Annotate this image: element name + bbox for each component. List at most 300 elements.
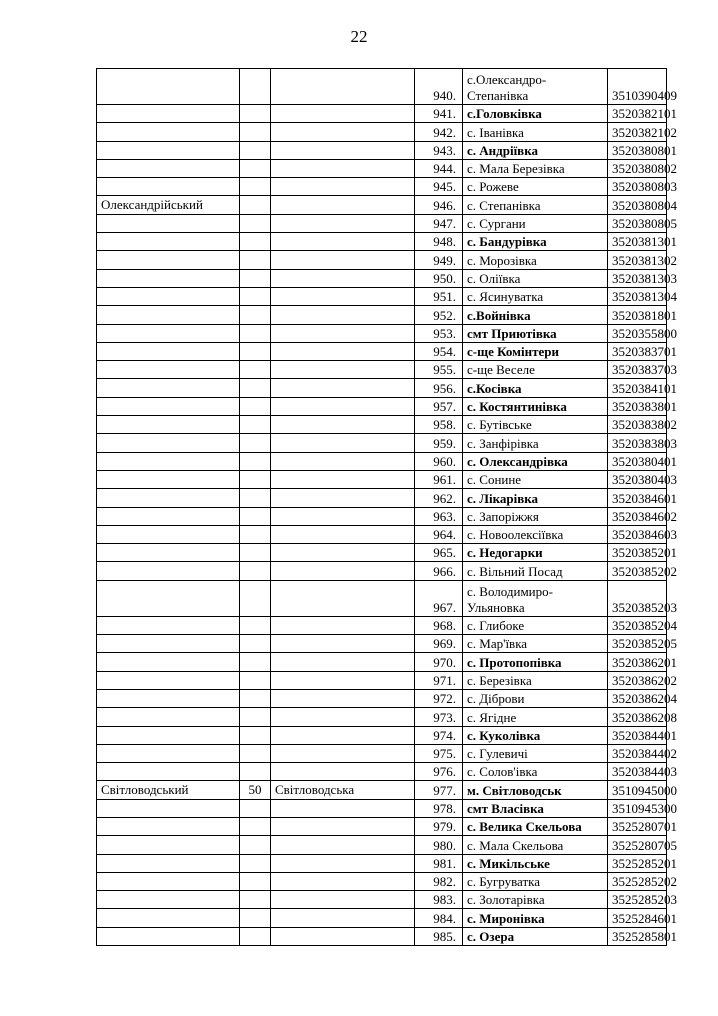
settlement-name-cell: с. Глибоке	[463, 616, 608, 634]
table-row	[97, 616, 667, 634]
koatuu-code-cell: 3520381801	[608, 306, 667, 324]
settlement-name-cell: с. Бандурівка	[463, 233, 608, 251]
koatuu-code-cell: 3520384101	[608, 379, 667, 397]
row-number-cell: 957.	[415, 397, 463, 415]
table-row	[97, 306, 667, 324]
table-row	[97, 635, 667, 653]
community-code-cell	[240, 927, 271, 945]
row-number-cell: 945.	[415, 178, 463, 196]
settlement-name-cell: с. Іванівка	[463, 123, 608, 141]
district-cell	[97, 141, 240, 159]
community-code-cell	[240, 379, 271, 397]
row-number-cell: 965.	[415, 544, 463, 562]
community-cell	[271, 233, 415, 251]
district-cell	[97, 452, 240, 470]
table-row	[97, 123, 667, 141]
community-cell	[271, 178, 415, 196]
row-number-cell: 952.	[415, 306, 463, 324]
row-number-cell: 980.	[415, 836, 463, 854]
row-number-cell: 942.	[415, 123, 463, 141]
table-row	[97, 416, 667, 434]
community-cell	[271, 891, 415, 909]
community-code-cell	[240, 159, 271, 177]
settlement-name-cell: с. Березівка	[463, 671, 608, 689]
row-number-cell: 953.	[415, 324, 463, 342]
district-cell	[97, 744, 240, 762]
district-cell	[97, 927, 240, 945]
settlement-name-cell: с. Вільний Посад	[463, 562, 608, 580]
community-cell: Світловодська	[271, 781, 415, 799]
row-number-cell: 968.	[415, 616, 463, 634]
settlement-name-cell: с. Куколівка	[463, 726, 608, 744]
koatuu-code-cell: 3520380804	[608, 196, 667, 214]
community-cell	[271, 269, 415, 287]
koatuu-code-cell: 3510945300	[608, 799, 667, 817]
settlements-table	[96, 68, 677, 946]
table-row	[97, 342, 667, 360]
settlement-name-cell: с. Діброви	[463, 689, 608, 707]
koatuu-code-cell: 3520384601	[608, 489, 667, 507]
row-number-cell: 984.	[415, 909, 463, 927]
row-number-cell: 972.	[415, 689, 463, 707]
koatuu-code-cell: 3520383701	[608, 342, 667, 360]
community-code-cell	[240, 909, 271, 927]
row-number-cell: 941.	[415, 105, 463, 123]
settlement-name-cell: с. Мала Скельова	[463, 836, 608, 854]
community-cell	[271, 854, 415, 872]
table-row	[97, 525, 667, 543]
community-code-cell	[240, 525, 271, 543]
district-cell	[97, 544, 240, 562]
community-cell	[271, 196, 415, 214]
district-cell	[97, 379, 240, 397]
district-cell	[97, 616, 240, 634]
community-cell	[271, 287, 415, 305]
community-cell	[271, 159, 415, 177]
district-cell	[97, 489, 240, 507]
community-cell	[271, 872, 415, 890]
koatuu-code-cell: 3520383703	[608, 361, 667, 379]
district-cell	[97, 251, 240, 269]
table-row	[97, 361, 667, 379]
community-code-cell	[240, 726, 271, 744]
koatuu-code-cell: 3525284601	[608, 909, 667, 927]
community-code-cell	[240, 105, 271, 123]
koatuu-code-cell: 3525285203	[608, 891, 667, 909]
table-row	[97, 397, 667, 415]
table-row	[97, 689, 667, 707]
settlement-name-cell: с. Сургани	[463, 214, 608, 232]
table-row	[97, 324, 667, 342]
koatuu-code-cell: 3525280701	[608, 817, 667, 835]
koatuu-code-cell: 3520385202	[608, 562, 667, 580]
row-number-cell: 969.	[415, 635, 463, 653]
community-cell	[271, 671, 415, 689]
row-number-cell: 974.	[415, 726, 463, 744]
district-cell	[97, 69, 240, 105]
row-number-cell: 946.	[415, 196, 463, 214]
row-number-cell: 973.	[415, 708, 463, 726]
community-code-cell	[240, 708, 271, 726]
district-cell	[97, 470, 240, 488]
table-row	[97, 544, 667, 562]
table-row	[97, 817, 667, 835]
row-number-cell: 971.	[415, 671, 463, 689]
settlement-name-cell: смт Власівка	[463, 799, 608, 817]
community-cell	[271, 525, 415, 543]
community-cell	[271, 653, 415, 671]
district-cell	[97, 434, 240, 452]
settlement-name-cell: с. Мала Березівка	[463, 159, 608, 177]
settlement-name-cell: с. Бутівське	[463, 416, 608, 434]
koatuu-code-cell: 3520381302	[608, 251, 667, 269]
koatuu-code-cell: 3525285201	[608, 854, 667, 872]
district-cell	[97, 580, 240, 616]
community-code-cell	[240, 744, 271, 762]
table-row	[97, 251, 667, 269]
table-row	[97, 434, 667, 452]
row-number-cell: 959.	[415, 434, 463, 452]
table-row	[97, 726, 667, 744]
district-cell	[97, 653, 240, 671]
row-number-cell: 948.	[415, 233, 463, 251]
settlement-name-cell: смт Приютівка	[463, 324, 608, 342]
community-code-cell	[240, 196, 271, 214]
community-cell	[271, 836, 415, 854]
koatuu-code-cell: 3520384403	[608, 763, 667, 781]
row-number-cell: 944.	[415, 159, 463, 177]
community-cell	[271, 251, 415, 269]
community-cell	[271, 306, 415, 324]
community-code-cell	[240, 361, 271, 379]
settlement-name-cell: с. Микільське	[463, 854, 608, 872]
settlement-name-cell: с-ще Веселе	[463, 361, 608, 379]
community-code-cell	[240, 178, 271, 196]
row-number-cell: 951.	[415, 287, 463, 305]
settlement-name-cell: с. Бугруватка	[463, 872, 608, 890]
koatuu-code-cell: 3520386202	[608, 671, 667, 689]
district-cell	[97, 854, 240, 872]
koatuu-code-cell: 3525285202	[608, 872, 667, 890]
koatuu-code-cell: 3510390409	[608, 69, 667, 105]
settlement-name-cell: с. Олександрівка	[463, 452, 608, 470]
koatuu-code-cell: 3520380802	[608, 159, 667, 177]
community-code-cell	[240, 434, 271, 452]
settlement-name-cell: с. Сонине	[463, 470, 608, 488]
community-code-cell	[240, 799, 271, 817]
row-number-cell: 985.	[415, 927, 463, 945]
district-cell	[97, 507, 240, 525]
community-code-cell	[240, 635, 271, 653]
settlement-name-cell: с. Протопопівка	[463, 653, 608, 671]
row-number-cell: 956.	[415, 379, 463, 397]
koatuu-code-cell: 3520382101	[608, 105, 667, 123]
koatuu-code-cell: 3520385203	[608, 580, 667, 616]
district-cell	[97, 123, 240, 141]
settlement-name-cell: с.Войнівка	[463, 306, 608, 324]
community-cell	[271, 744, 415, 762]
community-cell	[271, 361, 415, 379]
table-row	[97, 105, 667, 123]
community-code-cell	[240, 470, 271, 488]
koatuu-code-cell: 3510945000	[608, 781, 667, 799]
row-number-cell: 961.	[415, 470, 463, 488]
community-cell	[271, 69, 415, 105]
community-cell	[271, 909, 415, 927]
community-cell	[271, 105, 415, 123]
table-row	[97, 854, 667, 872]
row-number-cell: 954.	[415, 342, 463, 360]
table-row	[97, 653, 667, 671]
row-number-cell: 966.	[415, 562, 463, 580]
table-row	[97, 562, 667, 580]
community-code-cell	[240, 342, 271, 360]
table-row	[97, 489, 667, 507]
community-cell	[271, 397, 415, 415]
table-row	[97, 708, 667, 726]
settlement-name-cell: с. Солов'івка	[463, 763, 608, 781]
district-cell	[97, 214, 240, 232]
koatuu-code-cell: 3520380805	[608, 214, 667, 232]
community-code-cell	[240, 251, 271, 269]
community-code-cell	[240, 689, 271, 707]
settlement-name-cell: с. Рожеве	[463, 178, 608, 196]
table-row	[97, 909, 667, 927]
district-cell	[97, 799, 240, 817]
table-row	[97, 69, 667, 105]
community-code-cell	[240, 489, 271, 507]
table-row	[97, 159, 667, 177]
row-number-cell: 960.	[415, 452, 463, 470]
table-row	[97, 287, 667, 305]
koatuu-code-cell: 3520384401	[608, 726, 667, 744]
row-number-cell: 963.	[415, 507, 463, 525]
page-number: 22	[350, 27, 368, 46]
koatuu-code-cell: 3525280705	[608, 836, 667, 854]
row-number-cell: 955.	[415, 361, 463, 379]
district-cell	[97, 562, 240, 580]
community-code-cell	[240, 836, 271, 854]
row-number-cell: 978.	[415, 799, 463, 817]
table-row	[97, 891, 667, 909]
koatuu-code-cell: 3520384603	[608, 525, 667, 543]
community-cell	[271, 434, 415, 452]
district-cell	[97, 708, 240, 726]
table-row	[97, 269, 667, 287]
community-cell	[271, 544, 415, 562]
table-row	[97, 470, 667, 488]
community-code-cell	[240, 763, 271, 781]
community-code-cell	[240, 416, 271, 434]
row-number-cell: 970.	[415, 653, 463, 671]
community-cell	[271, 635, 415, 653]
district-cell	[97, 671, 240, 689]
community-code-cell	[240, 306, 271, 324]
community-cell	[271, 489, 415, 507]
district-cell	[97, 635, 240, 653]
settlement-name-cell: с. Ясинуватка	[463, 287, 608, 305]
district-cell	[97, 416, 240, 434]
koatuu-code-cell: 3520381301	[608, 233, 667, 251]
settlement-name-cell: с. Оліївка	[463, 269, 608, 287]
row-number-cell: 976.	[415, 763, 463, 781]
table-row	[97, 178, 667, 196]
district-cell	[97, 324, 240, 342]
koatuu-code-cell: 3520383803	[608, 434, 667, 452]
row-number-cell: 962.	[415, 489, 463, 507]
settlement-name-cell: с.Головківка	[463, 105, 608, 123]
community-cell	[271, 452, 415, 470]
settlement-name-cell: с. Миронівка	[463, 909, 608, 927]
row-number-cell: 958.	[415, 416, 463, 434]
table-row	[97, 927, 667, 945]
koatuu-code-cell: 3520380403	[608, 470, 667, 488]
row-number-cell: 977.	[415, 781, 463, 799]
row-number-cell: 943.	[415, 141, 463, 159]
row-number-cell: 975.	[415, 744, 463, 762]
community-code-cell	[240, 324, 271, 342]
settlement-name-cell: с. Золотарівка	[463, 891, 608, 909]
koatuu-code-cell: 3520385205	[608, 635, 667, 653]
district-cell	[97, 763, 240, 781]
table-row	[97, 214, 667, 232]
community-cell	[271, 689, 415, 707]
community-code-cell	[240, 817, 271, 835]
community-code-cell	[240, 872, 271, 890]
settlement-name-cell: с. Недогарки	[463, 544, 608, 562]
row-number-cell: 983.	[415, 891, 463, 909]
koatuu-code-cell: 3520380801	[608, 141, 667, 159]
table-row	[97, 141, 667, 159]
settlement-name-cell: с. Мар'ївка	[463, 635, 608, 653]
table-row	[97, 872, 667, 890]
table-row	[97, 744, 667, 762]
community-code-cell	[240, 397, 271, 415]
community-code-cell	[240, 69, 271, 105]
settlement-name-cell: с.Олександро-Степанівка	[463, 69, 608, 105]
table-row	[97, 799, 667, 817]
district-cell	[97, 269, 240, 287]
row-number-cell: 940.	[415, 69, 463, 105]
community-code-cell	[240, 653, 271, 671]
koatuu-code-cell: 3520380401	[608, 452, 667, 470]
row-number-cell: 964.	[415, 525, 463, 543]
koatuu-code-cell: 3520385204	[608, 616, 667, 634]
district-cell	[97, 178, 240, 196]
community-cell	[271, 324, 415, 342]
district-cell	[97, 361, 240, 379]
table-row	[97, 580, 667, 616]
district-cell	[97, 891, 240, 909]
district-cell	[97, 525, 240, 543]
settlement-name-cell: с. Андріївка	[463, 141, 608, 159]
community-code-cell	[240, 671, 271, 689]
district-cell	[97, 306, 240, 324]
community-code-cell	[240, 287, 271, 305]
community-cell	[271, 342, 415, 360]
community-code-cell	[240, 580, 271, 616]
koatuu-code-cell: 3520381304	[608, 287, 667, 305]
settlement-name-cell: с. Лікарівка	[463, 489, 608, 507]
community-code-cell	[240, 544, 271, 562]
table-row	[97, 452, 667, 470]
settlement-name-cell: с.Косівка	[463, 379, 608, 397]
settlement-name-cell: с. Запоріжжя	[463, 507, 608, 525]
district-cell	[97, 159, 240, 177]
koatuu-code-cell: 3520383802	[608, 416, 667, 434]
district-cell	[97, 836, 240, 854]
table-row	[97, 233, 667, 251]
community-cell	[271, 562, 415, 580]
settlement-name-cell: с. Ягідне	[463, 708, 608, 726]
district-cell	[97, 872, 240, 890]
community-code-cell	[240, 269, 271, 287]
koatuu-code-cell: 3520355800	[608, 324, 667, 342]
koatuu-code-cell: 3520382102	[608, 123, 667, 141]
community-cell	[271, 379, 415, 397]
koatuu-code-cell: 3520385201	[608, 544, 667, 562]
table-row	[97, 196, 667, 214]
community-code-cell	[240, 452, 271, 470]
table-body	[97, 69, 677, 946]
community-code-cell	[240, 854, 271, 872]
koatuu-code-cell: 3520386201	[608, 653, 667, 671]
community-cell	[271, 123, 415, 141]
settlement-name-cell: с. Велика Скельова	[463, 817, 608, 835]
community-cell	[271, 580, 415, 616]
community-code-cell	[240, 616, 271, 634]
community-cell	[271, 726, 415, 744]
row-number-cell: 979.	[415, 817, 463, 835]
community-cell	[271, 817, 415, 835]
koatuu-code-cell: 3525285801	[608, 927, 667, 945]
table-row	[97, 836, 667, 854]
community-cell	[271, 616, 415, 634]
koatuu-code-cell: 3520384402	[608, 744, 667, 762]
community-cell	[271, 799, 415, 817]
table-row	[97, 671, 667, 689]
district-cell	[97, 342, 240, 360]
community-cell	[271, 507, 415, 525]
district-cell	[97, 817, 240, 835]
district-cell	[97, 397, 240, 415]
community-code-cell	[240, 891, 271, 909]
community-code-cell: 50	[240, 781, 271, 799]
row-number-cell: 967.	[415, 580, 463, 616]
community-cell	[271, 141, 415, 159]
row-number-cell: 982.	[415, 872, 463, 890]
settlement-name-cell: с. Занфірівка	[463, 434, 608, 452]
settlement-name-cell: с. Костянтинівка	[463, 397, 608, 415]
district-cell	[97, 105, 240, 123]
settlement-name-cell: с. Степанівка	[463, 196, 608, 214]
community-cell	[271, 927, 415, 945]
district-cell	[97, 726, 240, 744]
district-cell	[97, 909, 240, 927]
community-code-cell	[240, 233, 271, 251]
row-number-cell: 947.	[415, 214, 463, 232]
koatuu-code-cell: 3520380803	[608, 178, 667, 196]
row-number-cell: 949.	[415, 251, 463, 269]
community-code-cell	[240, 562, 271, 580]
table-row	[97, 507, 667, 525]
community-code-cell	[240, 507, 271, 525]
community-code-cell	[240, 214, 271, 232]
community-cell	[271, 416, 415, 434]
district-cell: Світловодський	[97, 781, 240, 799]
community-cell	[271, 470, 415, 488]
settlement-name-cell: с. Морозівка	[463, 251, 608, 269]
